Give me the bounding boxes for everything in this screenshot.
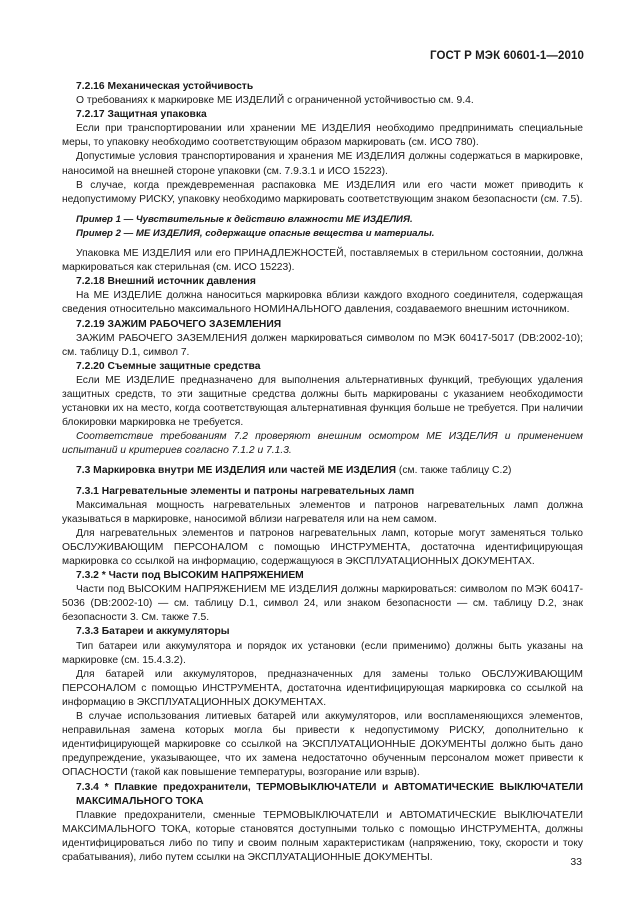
- section-heading-title: 7.3 Маркировка внутри МЕ ИЗДЕЛИЯ или частей МЕ ИЗДЕЛИЯ: [76, 465, 397, 477]
- paragraph: Для батарей или аккумуляторов, предназначенных для замены только ОБСЛУЖИВАЮЩИМ ПЕРСОНАЛОМ с помощью ИНСТРУМЕНТА, достаточна идентифицирующая маркировка со ссылкой на информацию в ЭКСПЛУАТАЦИОННЫХ ДОКУМЕНТАХ.: [62, 668, 583, 708]
- paragraph: Плавкие предохранители, сменные ТЕРМОВЫКЛЮЧАТЕЛИ и АВТОМАТИЧЕСКИЕ ВЫКЛЮЧАТЕЛИ МАКСИМАЛЬНОГО ТОКА, которые становятся доступными только с помощью ИНСТРУМЕНТА, должны идентифицироваться либо по типу и своим полным характеристикам (напряжению, току, скорости и току срабатывания), либо путем ссылки на ЭКСПЛУАТАЦИОННЫЕ ДОКУМЕНТЫ.: [62, 809, 583, 863]
- subsection-heading: 7.3.4 * Плавкие предохранители, ТЕРМОВЫКЛЮЧАТЕЛИ и АВТОМАТИЧЕСКИЕ ВЫКЛЮЧАТЕЛИ МАКСИМАЛЬНОГО ТОКА: [76, 781, 583, 807]
- subsection-heading: 7.2.19 ЗАЖИМ РАБОЧЕГО ЗАЗЕМЛЕНИЯ: [76, 318, 282, 330]
- paragraph: В случае использования литиевых батарей или аккумуляторов, или воспламеняющихся элементов, неправильная замена которых могла бы привести к недопустимому РИСКУ, дополнительно к идентифицирующей маркировке со ссылкой на ЭКСПЛУАТАЦИОННЫЕ ДОКУМЕНТЫ должно быть дано предупреждение, указывающее, что их замена недостаточно обученным персоналом может привести к ОПАСНОСТИ (такой как повышение температуры, возгорание или взрыв).: [62, 711, 583, 779]
- paragraph: ЗАЖИМ РАБОЧЕГО ЗАЗЕМЛЕНИЯ должен маркироваться символом по МЭК 60417-5017 (DB:2002-10); см. таблицу D.1, символ 7.: [62, 332, 583, 358]
- subsection-heading: 7.3.3 Батареи и аккумуляторы: [76, 626, 230, 638]
- subsection-heading: 7.2.17 Защитная упаковка: [76, 109, 207, 121]
- section-heading: [62, 464, 583, 478]
- paragraph: Тип батареи или аккумулятора и порядок их установки (если применимо) должны быть указаны на маркировке (см. 15.4.3.2).: [62, 640, 583, 666]
- compliance-note: Соответствие требованиям 7.2 проверяют внешним осмотром МЕ ИЗДЕЛИЯ и применением испытаний и критериев согласно 7.1.2 и 7.1.3.: [62, 431, 583, 457]
- paragraph: На МЕ ИЗДЕЛИЕ должна наноситься маркировка вблизи каждого входного соединителя, содержащая сведения относительно максимального НОМИНАЛЬНОГО давления, создаваемого внешним источником.: [62, 290, 583, 316]
- document-body: [62, 80, 583, 865]
- example-note: Пример 2 — МЕ ИЗДЕЛИЯ, содержащие опасные вещества и материалы.: [76, 227, 435, 239]
- paragraph: Допустимые условия транспортирования и хранения МЕ ИЗДЕЛИЯ должны содержаться в маркировке, наносимой на внешней стороне упаковки (см. 7.9.3.1 и ИСО 15223).: [62, 151, 583, 177]
- section-heading-note: (см. также таблицу С.2): [396, 465, 512, 477]
- paragraph: Для нагревательных элементов и патронов нагревательных ламп, которые могут заменяться только ОБСЛУЖИВАЮЩИМ ПЕРСОНАЛОМ с помощью ИНСТРУМЕНТА, достаточна идентифицирующая маркировка со ссылкой на информацию, содержащуюся в ЭКСПЛУАТАЦИОННЫХ ДОКУМЕНТАХ.: [62, 527, 583, 567]
- subsection-heading: 7.2.18 Внешний источник давления: [76, 276, 256, 288]
- subsection-heading: 7.3.2 * Части под ВЫСОКИМ НАПРЯЖЕНИЕМ: [76, 570, 304, 582]
- paragraph: В случае, когда преждевременная распаковка МЕ ИЗДЕЛИЯ или его части может приводить к недопустимому РИСКУ, упаковку необходимо маркировать соответствующим знаком безопасности (см. 7.5).: [62, 179, 583, 205]
- page-number: 33: [570, 856, 582, 868]
- paragraph: Части под ВЫСОКИМ НАПРЯЖЕНИЕМ МЕ ИЗДЕЛИЯ должны маркироваться: символом по МЭК 60417-5036 (DB:2002-10) — см. таблицу D.1, символ 24, или знаком безопасности — см. таблицу D.2, знак безопасности 3. См. также 7.5.: [62, 584, 583, 624]
- subsection-heading: 7.2.16 Механическая устойчивость: [76, 81, 254, 92]
- paragraph: О требованиях к маркировке МЕ ИЗДЕЛИЙ с ограниченной устойчивостью см. 9.4.: [76, 95, 474, 107]
- example-note: Пример 1 — Чувствительные к действию влажности МЕ ИЗДЕЛИЯ.: [76, 213, 413, 225]
- paragraph: Если МЕ ИЗДЕЛИЕ предназначено для выполнения альтернативных функций, требующих удаления защитных средств, то эти защитные средства должны быть маркированы с указанием необходимости установки их на место, когда соответствующая альтернативная функция больше не требуется. При наличии блокировки маркировка не требуется.: [62, 374, 583, 429]
- subsection-heading: 7.3.1 Нагревательные элементы и патроны нагревательных ламп: [76, 485, 415, 497]
- paragraph: Если при транспортировании или хранении МЕ ИЗДЕЛИЯ необходимо предпринимать специальные меры, то упаковку необходимо соответствующим образом маркировать (см. ИСО 780).: [62, 123, 583, 149]
- paragraph: Максимальная мощность нагревательных элементов и патронов нагревательных ламп должна указываться в маркировке, наносимой вблизи нагревателя или на нем самом.: [62, 499, 583, 525]
- document-id-header: ГОСТ Р МЭК 60601-1—2010: [430, 50, 584, 62]
- subsection-heading: 7.2.20 Съемные защитные средства: [76, 360, 261, 372]
- paragraph: Упаковка МЕ ИЗДЕЛИЯ или его ПРИНАДЛЕЖНОСТЕЙ, поставляемых в стерильном состоянии, должна маркироваться как стерильная (см. ИСО 15223).: [62, 248, 583, 274]
